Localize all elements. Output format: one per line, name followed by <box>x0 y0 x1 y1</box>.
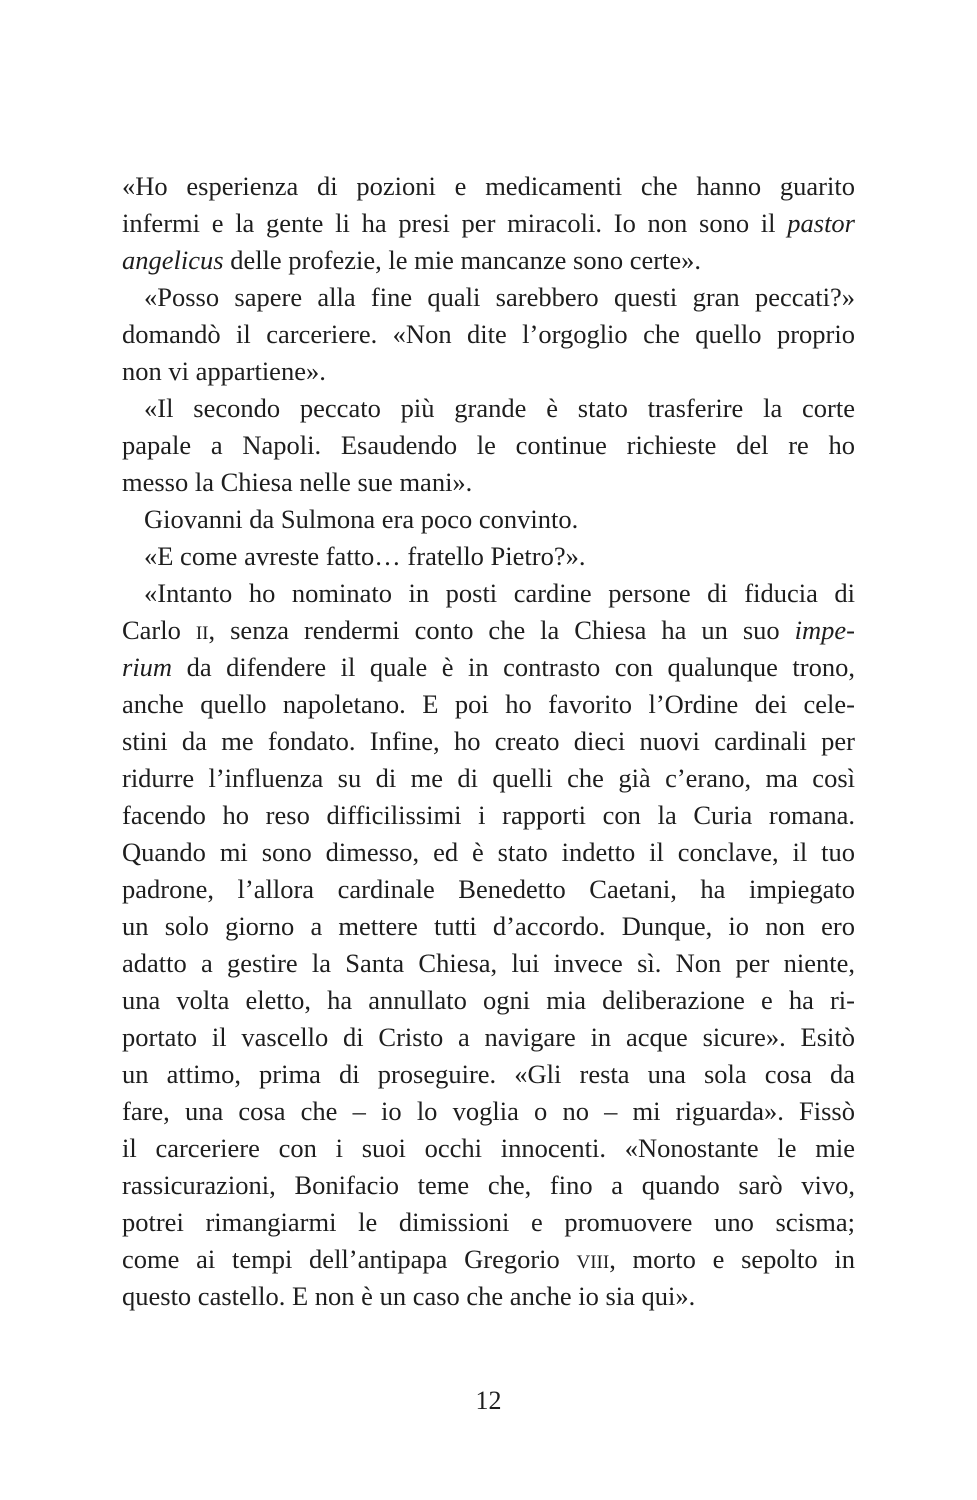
text-line: Quando mi sono dimesso, ed è stato indetto il conclave, il tuo <box>122 837 855 867</box>
text-line: messo la Chiesa nelle sue mani». <box>122 467 473 497</box>
text-line: Carlo ii, senza rendermi conto che la Chiesa ha un suo impe- <box>122 615 855 645</box>
text-line: questo castello. E non è un caso che anche io sia qui». <box>122 1281 696 1311</box>
text-line: padrone, l’allora cardinale Benedetto Caetani, ha impiegato <box>122 874 855 904</box>
text-line: «Ho esperienza di pozioni e medicamenti che hanno guarito <box>122 171 855 201</box>
body-text <box>122 168 855 1315</box>
text-line: come ai tempi dell’antipapa Gregorio viii, morto e sepolto in <box>122 1244 855 1274</box>
text-line: ridurre l’influenza su di me di quelli che già c’erano, ma così <box>122 763 855 793</box>
text-line: facendo ho reso difficilissimi i rapporti con la Curia romana. <box>122 800 855 830</box>
text-line: anche quello napoletano. E poi ho favorito l’Ordine dei cele- <box>122 689 855 719</box>
text-line: fare, una cosa che – io lo voglia o no – mi riguarda». Fissò <box>122 1096 855 1126</box>
text-line: «E come avreste fatto… fratello Pietro?». <box>144 541 586 571</box>
text-line: angelicus delle profezie, le mie mancanze sono certe». <box>122 245 702 275</box>
text-line: «Intanto ho nominato in posti cardine persone di fiducia di <box>144 578 855 608</box>
text-line: Giovanni da Sulmona era poco convinto. <box>144 504 579 534</box>
text-line: portato il vascello di Cristo a navigare in acque sicure». Esitò <box>122 1022 855 1052</box>
text-line: rassicurazioni, Bonifacio teme che, fino a quando sarò vivo, <box>122 1170 855 1200</box>
text-line: il carceriere con i suoi occhi innocenti. «Nonostante le mie <box>122 1133 855 1163</box>
text-line: infermi e la gente li ha presi per miracoli. Io non sono il pastor <box>122 208 855 238</box>
text-line: potrei rimangiarmi le dimissioni e promuovere uno scisma; <box>122 1207 855 1237</box>
text-line: domandò il carceriere. «Non dite l’orgoglio che quello proprio <box>122 319 855 349</box>
text-line: «Posso sapere alla fine quali sarebbero questi gran peccati?» <box>144 282 855 312</box>
text-line: non vi appartiene». <box>122 356 326 386</box>
text-line: rium da difendere il quale è in contrasto con qualunque trono, <box>122 652 855 682</box>
page-number: 12 <box>475 1386 502 1415</box>
text-line: «Il secondo peccato più grande è stato trasferire la corte <box>144 393 855 423</box>
text-line: papale a Napoli. Esaudendo le continue richieste del re ho <box>122 430 855 460</box>
text-line: un solo giorno a mettere tutti d’accordo. Dunque, io non ero <box>122 911 855 941</box>
text-line: un attimo, prima di proseguire. «Gli resta una sola cosa da <box>122 1059 855 1089</box>
text-line: una volta eletto, ha annullato ogni mia deliberazione e ha ri- <box>122 985 855 1015</box>
text-line: adatto a gestire la Santa Chiesa, lui invece sì. Non per niente, <box>122 948 855 978</box>
text-line: stini da me fondato. Infine, ho creato dieci nuovi cardinali per <box>122 726 855 756</box>
